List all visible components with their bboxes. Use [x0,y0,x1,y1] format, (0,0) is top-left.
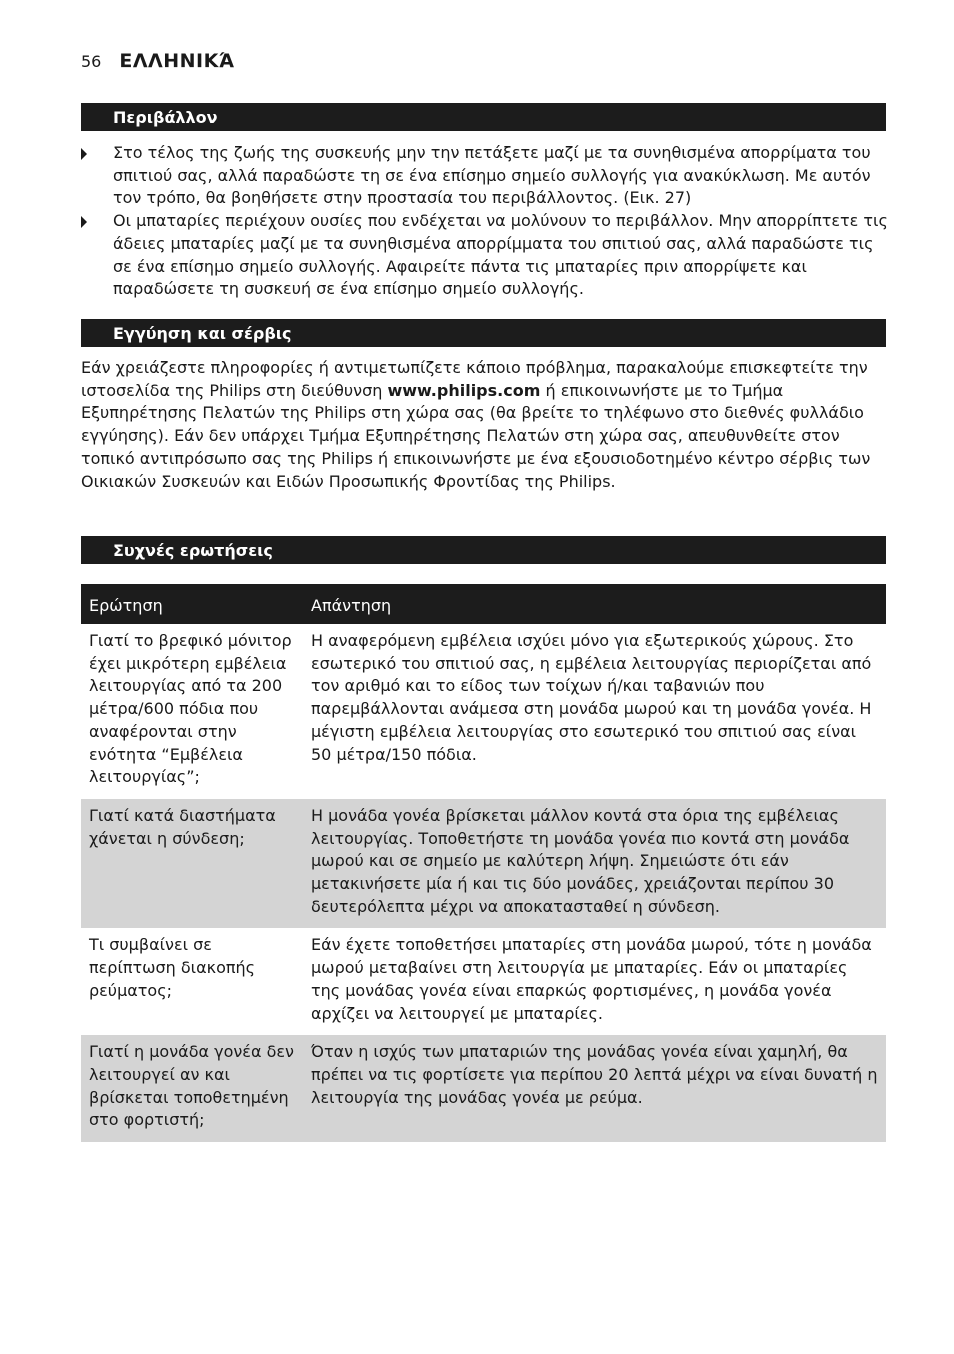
environment-bullet-list [81,142,891,301]
faq-question: Τι συμβαίνει σε περίπτωση διακοπής ρεύματος; [89,935,256,1000]
page-number: 56 [81,52,102,71]
bullet-triangle-icon [81,216,87,228]
faq-answer: Εάν έχετε τοποθετήσει μπαταρίες στη μονάδα μωρού, τότε η μονάδα μωρού μεταβαίνει στη λειτουργία με μπαταρίες. Εάν οι μπαταρίες της μονάδας γονέα είναι επαρκώς φορτισμένες, η μονάδα γονέα αρχίζει να λειτουργεί με μπαταρίες. [311,935,872,1023]
faq-table [81,584,886,1142]
header-question: Ερώτηση [89,595,163,615]
page-header [81,50,235,72]
faq-question: Γιατί η μονάδα γονέα δεν λειτουργεί αν και βρίσκεται τοποθετημένη στο φορτιστή; [89,1042,294,1130]
section-title-environment: Περιβάλλον [81,103,886,131]
bullet-text: Στο τέλος της ζωής της συσκευής μην την πετάξετε μαζί με τα συνηθισμένα απορρίματα του σπιτιού σας, αλλά παραδώστε τη σε ένα επίσημο σημείο συλλογής για ανακύκλωση. Με αυτόν τον τρόπο, θα βοηθήσετε στην προστασία του περιβάλλοντος. (Εικ. 27) [113,143,871,208]
guarantee-paragraph [81,357,886,493]
list-item [81,142,891,210]
bullet-text: Οι μπαταρίες περιέχουν ουσίες που ενδέχεται να μολύνουν το περιβάλλον. Μην απορρίπτετε τις άδειες μπαταρίες μαζί με τα συνηθισμένα απορρίμματα του σπιτιού σας, αλλά παραδώστε τις σε ένα επίσημο σημείο συλλογής. Αφαιρείτε πάντα τις μπαταρίες πριν απορρίψετε και παραδώσετε τη συσκευή σε ένα επίσημο σημείο συλλογής. [113,211,888,299]
table-row [81,1035,886,1142]
list-item [81,210,891,301]
faq-answer: Όταν η ισχύς των μπαταριών της μονάδας γονέα είναι χαμηλή, θα πρέπει να τις φορτίσετε για περίπου 20 λεπτά μέχρι να είναι δυνατή η λειτουργία της μονάδας γονέα με ρεύμα. [311,1042,878,1107]
guarantee-text-2: ή επικοινωνήστε με το Τμήμα Εξυπηρέτησης Πελατών της Philips στη χώρα σας (θα βρείτε το τηλέφωνο στο διεθνές φυλλάδιο εγγύησης). Εάν δεν υπάρχει Τμήμα Εξυπηρέτησης Πελατών στη χώρα σας, απευθυνθείτε στον τοπικό αντιπρόσωπο σας της Philips ή επικοινωνήστε με ένα εξουσιοδοτημένο κέντρο σέρβις των Οικιακών Συσκευών και Ειδών Προσωπικής Φροντίδας της Philips. [81,380,871,491]
philips-website-link[interactable]: www.philips.com [387,380,541,400]
page-language: ΕΛΛΗΝΙΚΆ [119,50,235,72]
section-title-guarantee: Εγγύηση και σέρβις [81,319,886,347]
faq-question: Γιατί το βρεφικό μόνιτορ έχει μικρότερη εμβέλεια λειτουργίας από τα 200 μέτρα/600 πόδια που αναφέρονται στην ενότητα “Εμβέλεια λειτουργίας”; [89,631,292,787]
table-row [81,799,886,929]
header-answer: Απάντηση [311,595,392,615]
guarantee-text-1: Εάν χρειάζεστε πληροφορίες ή αντιμετωπίζετε κάποιο πρόβλημα, παρακαλούμε επισκεφτείτε την ιστοσελίδα της Philips στη διεύθυνση [81,358,868,400]
table-row [81,624,886,799]
faq-answer: Η μονάδα γονέα βρίσκεται μάλλον κοντά στα όρια της εμβέλειας λειτουργίας. Τοποθετήστε τη μονάδα γονέα πιο κοντά στη μονάδα μωρού και σε σημείο με καλύτερη λήψη. Σημειώστε ότι εάν μετακινήσετε μία ή και τις δύο μονάδες, χρειάζονται περίπου 30 δευτερόλεπτα μέχρι να αποκατασταθεί η σύνδεση. [311,805,850,916]
faq-answer: Η αναφερόμενη εμβέλεια ισχύει μόνο για εξωτερικούς χώρους. Στο εσωτερικό του σπιτιού σας, η εμβέλεια λειτουργίας περιορίζεται από τον αριθμό και το είδος των τοίχων ή/και ταβανιών που παρεμβάλλονται ανάμεσα στη μονάδα μωρού και τη μονάδα γονέα. Η μέγιστη εμβέλεια λειτουργίας στο εσωτερικό του σπιτιού σας είναι 50 μέτρα/150 πόδια. [311,631,872,764]
table-row [81,928,886,1035]
faq-table-header [81,584,886,624]
bullet-triangle-icon [81,148,87,160]
faq-question: Γιατί κατά διαστήματα χάνεται η σύνδεση; [89,805,276,848]
section-title-faq: Συχνές ερωτήσεις [81,536,886,564]
